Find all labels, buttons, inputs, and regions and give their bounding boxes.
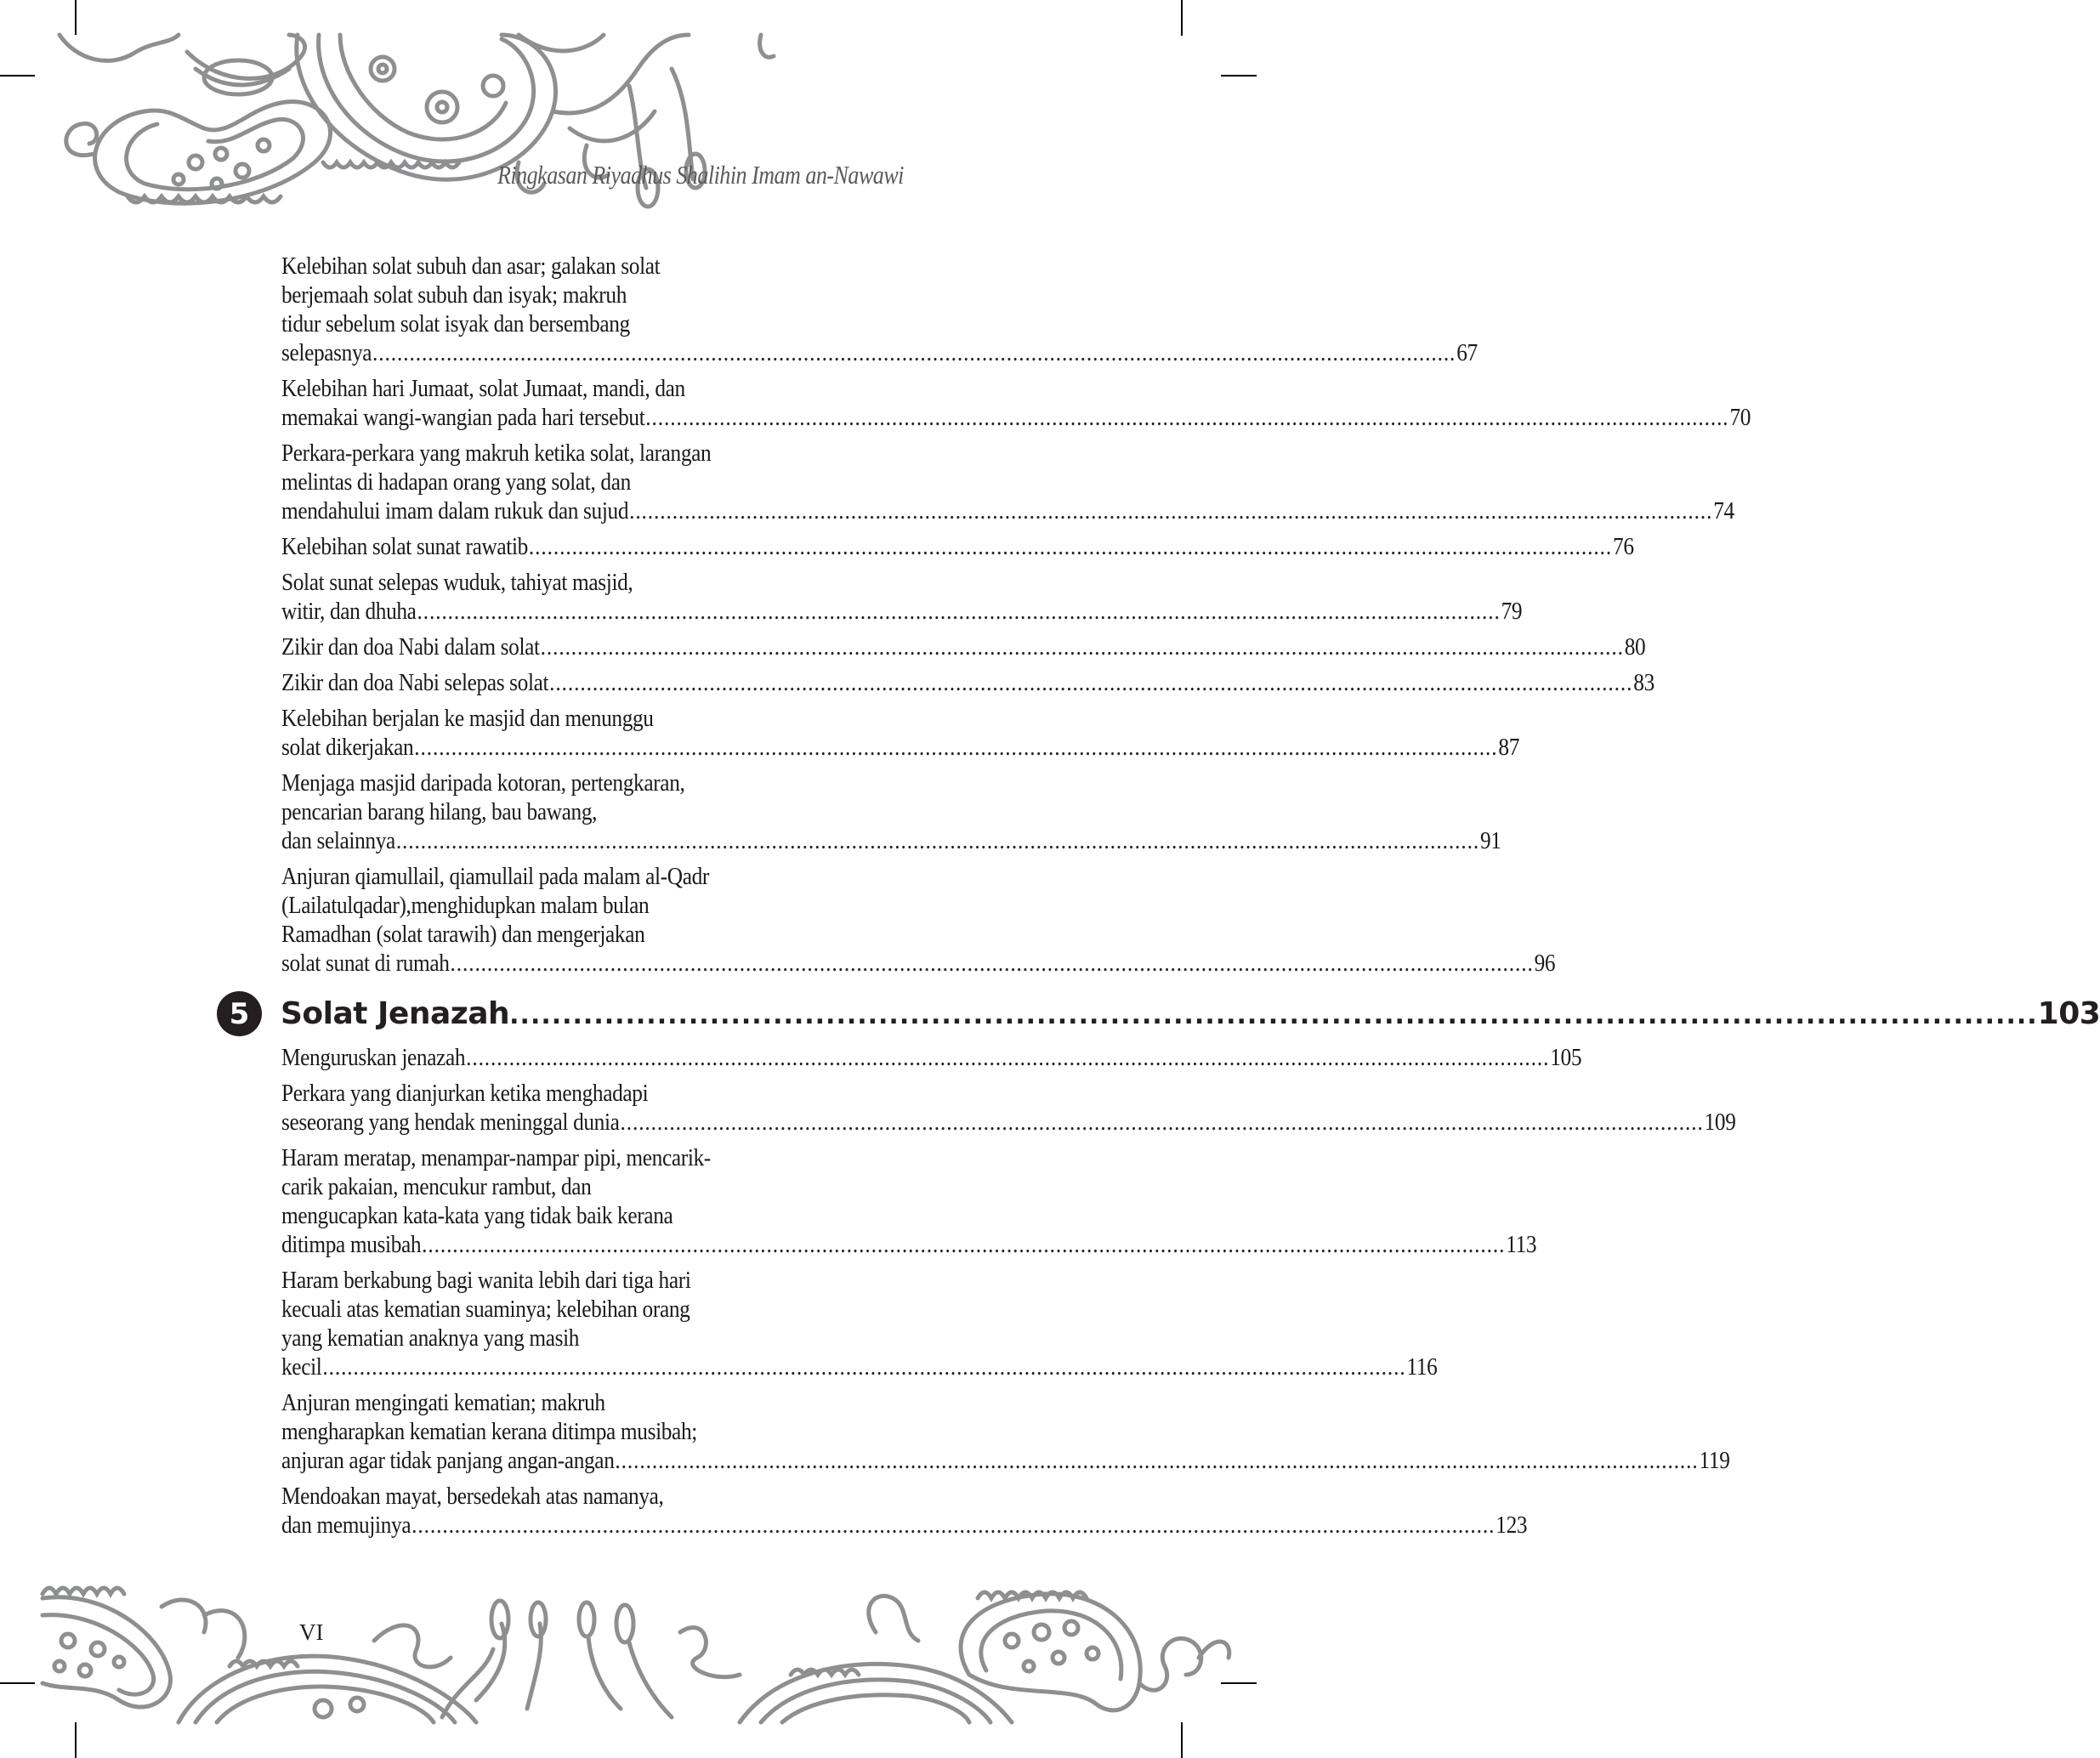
dot-leader	[620, 1109, 1703, 1137]
page-number: VI	[299, 1619, 324, 1645]
running-head-book-title: Ringkasan Riyadhus Shalihin Imam an-Nawawi	[497, 160, 904, 190]
toc-entry-final-line	[281, 1231, 1537, 1260]
toc-entry[interactable]	[281, 375, 1751, 433]
crop-mark-top-left-vertical	[75, 0, 77, 35]
toc-entry-line: Mendoakan mayat, bersedekah atas namanya,	[281, 1483, 664, 1510]
toc-entry[interactable]	[281, 1044, 1582, 1073]
toc-entry-text: selepasnya	[281, 340, 372, 366]
toc-entry-final-line	[281, 339, 1478, 368]
toc-entry-line: Anjuran qiamullail, qiamullail pada malam al-Qadr	[281, 864, 709, 890]
crop-mark-top-left-horizontal	[0, 75, 35, 77]
toc-entry-final-line	[281, 1511, 1528, 1540]
toc-entry-line: yang kematian anaknya yang masih	[281, 1325, 580, 1352]
toc-entry-line: Haram berkabung bagi wanita lebih dari tiga hari	[281, 1267, 691, 1294]
toc-entry-text: Kelebihan solat sunat rawatib	[281, 534, 528, 560]
toc-entry-line: Kelebihan hari Jumaat, solat Jumaat, mandi, dan	[281, 376, 685, 402]
chapter-page-number: 103	[2037, 996, 2100, 1031]
toc-entry-page-number: 116	[1406, 1354, 1438, 1381]
toc-entry[interactable]	[281, 569, 1523, 627]
toc-entry-final-line	[281, 404, 1751, 433]
toc-entry-text: memakai wangi-wangian pada hari tersebut	[281, 405, 645, 431]
toc-entry-final-line	[281, 533, 1634, 562]
crop-mark-bottom-right-vertical	[1181, 1722, 1183, 1758]
dot-leader	[541, 633, 1624, 662]
dot-leader	[372, 339, 1456, 368]
toc-entry-line: Ramadhan (solat tarawih) dan mengerjakan	[281, 922, 645, 948]
toc-entry[interactable]	[281, 633, 1646, 662]
toc-entry-page-number: 123	[1496, 1512, 1528, 1539]
toc-entry-line: mengucapkan kata-kata yang tidak baik kerana	[281, 1203, 673, 1229]
toc-entry-final-line	[281, 827, 1501, 856]
toc-entry-text: Zikir dan doa Nabi selepas solat	[281, 670, 549, 696]
chapter-title: Solat Jenazah	[281, 996, 510, 1031]
toc-entry-page-number: 113	[1506, 1232, 1537, 1258]
toc-entry-page-number: 70	[1729, 405, 1751, 431]
toc-entry[interactable]	[281, 252, 1478, 368]
toc-entry-line: Kelebihan solat subuh dan asar; galakan solat	[281, 253, 661, 280]
toc-entry[interactable]	[281, 769, 1501, 856]
dot-leader	[322, 1353, 1405, 1382]
dot-leader	[411, 1511, 1495, 1540]
toc-entry-line: Solat sunat selepas wuduk, tahiyat masjid,	[281, 570, 633, 596]
toc-entry[interactable]	[281, 863, 1556, 978]
toc-entry-final-line	[281, 1109, 1736, 1137]
toc-entry-line: Anjuran mengingati kematian; makruh	[281, 1390, 605, 1416]
toc-entry-text: solat dikerjakan	[281, 734, 414, 761]
crop-mark-top-right-horizontal	[1221, 75, 1257, 77]
toc-entry[interactable]	[281, 1483, 1528, 1540]
toc-entry-final-line	[281, 669, 1654, 698]
toc-entry-text: dan memujinya	[281, 1512, 411, 1539]
toc-entry[interactable]	[281, 440, 1734, 526]
toc-entry-page-number: 96	[1534, 950, 1556, 977]
toc-entry-page-number: 119	[1699, 1448, 1730, 1474]
toc-entry-text: ditimpa musibah	[281, 1232, 422, 1258]
toc-entry-final-line	[281, 734, 1520, 763]
toc-entry-final-line	[281, 497, 1734, 526]
toc-entry-page-number: 109	[1704, 1109, 1736, 1136]
chapter-number-badge: 5	[217, 991, 262, 1036]
dot-leader	[549, 669, 1632, 698]
crop-mark-bottom-left-vertical	[75, 1722, 77, 1758]
toc-entry[interactable]	[281, 1267, 1438, 1382]
toc-entry[interactable]	[281, 1144, 1537, 1260]
crop-mark-top-right-vertical	[1181, 0, 1183, 36]
toc-entry-text: kecil	[281, 1354, 322, 1381]
dot-leader	[422, 1231, 1505, 1260]
toc-entry-line: Haram meratap, menampar-nampar pipi, mencarik-	[281, 1145, 711, 1171]
toc-entry-line: berjemaah solat subuh dan isyak; makruh	[281, 282, 627, 309]
toc-entry-page-number: 76	[1613, 534, 1634, 560]
dot-leader	[529, 533, 1612, 562]
toc-entry-page-number: 83	[1633, 670, 1654, 696]
toc-entry[interactable]	[281, 1080, 1736, 1137]
paisley-ornament-bottom-left	[34, 1581, 561, 1722]
toc-entry-page-number: 87	[1498, 734, 1520, 761]
toc-entry-line: mengharapkan kematian kerana ditimpa musibah;	[281, 1419, 697, 1445]
toc-entry[interactable]	[281, 669, 1654, 698]
toc-entry-text: Zikir dan doa Nabi dalam solat	[281, 634, 540, 661]
toc-entry-text: solat sunat di rumah	[281, 950, 450, 977]
toc-entry-final-line	[281, 1044, 1582, 1073]
dot-leader	[615, 1447, 1698, 1476]
toc-entry-line: kecuali atas kematian suaminya; kelebihan orang	[281, 1296, 690, 1323]
dot-leader	[414, 734, 1497, 763]
dot-leader	[417, 598, 1500, 627]
toc-entry-line: melintas di hadapan orang yang solat, dan	[281, 469, 631, 496]
toc-entry-line: Menjaga masjid daripada kotoran, pertengkaran,	[281, 770, 685, 797]
toc-entry-page-number: 80	[1624, 634, 1646, 661]
dot-leader	[396, 827, 1479, 856]
toc-entry-text: witir, dan dhuha	[281, 598, 417, 625]
toc-entry-text: dan selainnya	[281, 828, 395, 854]
toc-section-continued	[281, 252, 1751, 985]
toc-entry[interactable]	[281, 705, 1520, 763]
toc-entry-line: pencarian barang hilang, bau bawang,	[281, 799, 598, 825]
toc-entry-text: seseorang yang hendak meninggal dunia	[281, 1109, 620, 1136]
toc-entry-page-number: 91	[1479, 828, 1501, 854]
dot-leader	[509, 1001, 2038, 1030]
toc-entry-page-number: 105	[1550, 1045, 1582, 1071]
toc-entry-line: Perkara-perkara yang makruh ketika solat, larangan	[281, 440, 712, 467]
toc-entry-line: Kelebihan berjalan ke masjid dan menunggu	[281, 706, 654, 732]
toc-entry-final-line	[281, 950, 1556, 978]
toc-entry-text: Menguruskan jenazah	[281, 1045, 466, 1071]
paisley-ornament-bottom-right	[570, 1581, 1233, 1722]
toc-entry-final-line	[281, 598, 1523, 627]
toc-chapter-entries	[281, 1044, 1736, 1547]
toc-entry-line: carik pakaian, mencukur rambut, dan	[281, 1174, 592, 1200]
toc-entry-text: anjuran agar tidak panjang angan-angan	[281, 1448, 615, 1474]
toc-entry-line: (Lailatulqadar),menghidupkan malam bulan	[281, 893, 650, 919]
toc-entry-page-number: 67	[1456, 340, 1478, 366]
dot-leader	[466, 1044, 1549, 1073]
toc-entry-text: mendahului imam dalam rukuk dan sujud	[281, 498, 629, 525]
crop-mark-bottom-left-horizontal	[0, 1682, 35, 1684]
toc-entry-line: Perkara yang dianjurkan ketika menghadapi	[281, 1080, 649, 1107]
toc-entry-final-line	[281, 1447, 1730, 1476]
toc-entry[interactable]	[281, 1389, 1730, 1476]
toc-entry-line: tidur sebelum solat isyak dan bersembang	[281, 311, 630, 337]
toc-entry-final-line	[281, 1353, 1438, 1382]
toc-entry[interactable]	[281, 533, 1634, 562]
toc-entry-page-number: 74	[1713, 498, 1734, 525]
dot-leader	[450, 950, 1533, 978]
toc-entry-final-line	[281, 633, 1646, 662]
dot-leader	[629, 497, 1712, 526]
chapter-heading[interactable]	[217, 991, 2100, 1036]
dot-leader	[645, 404, 1728, 433]
toc-entry-page-number: 79	[1501, 598, 1523, 625]
